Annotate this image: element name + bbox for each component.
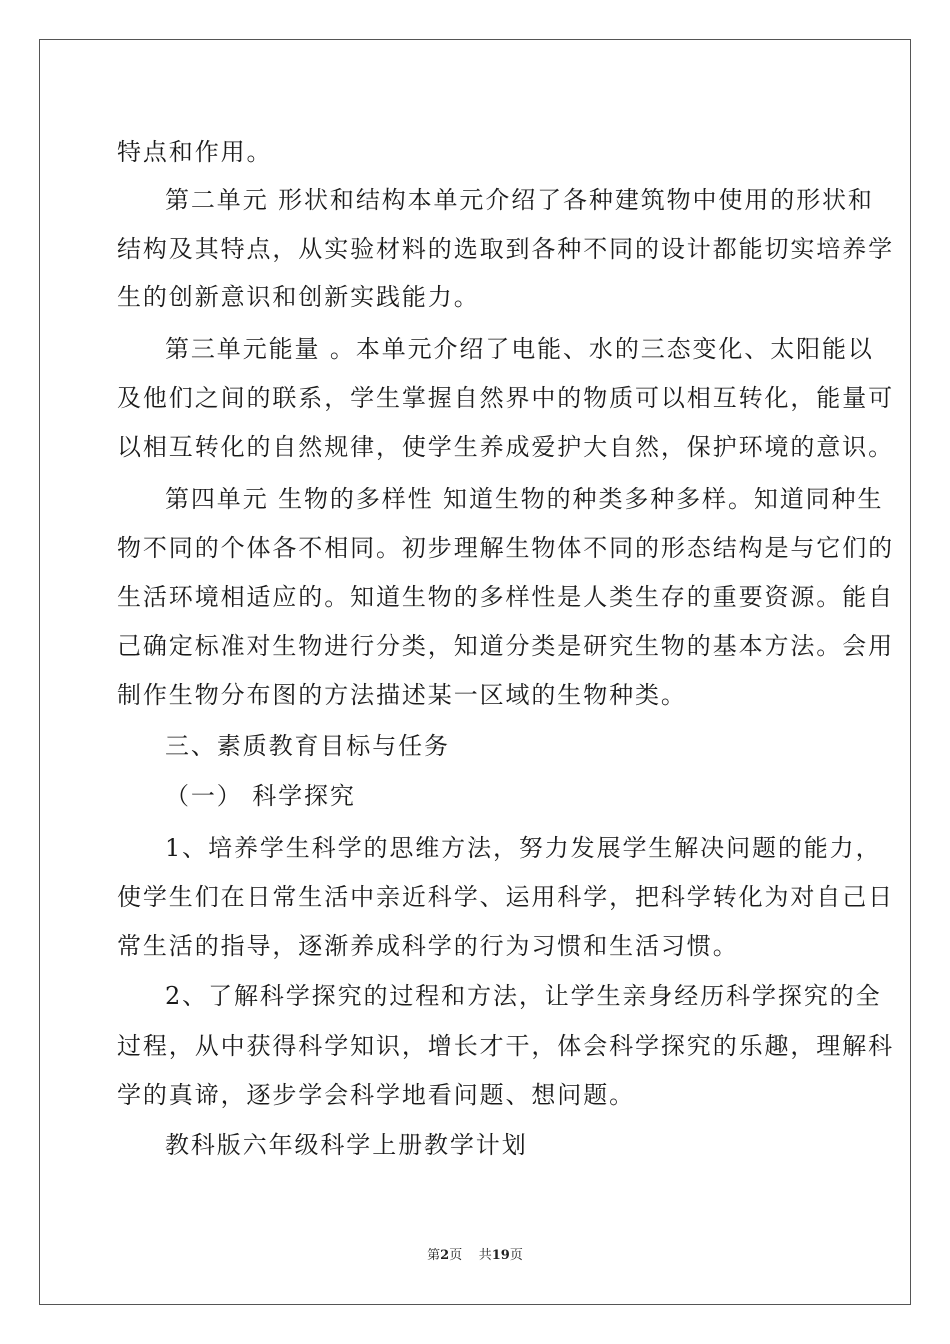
text-line: 特点和作用。 (117, 138, 273, 166)
page-number-prefix: 第 (427, 1248, 441, 1263)
text-line: 及他们之间的联系，学生掌握自然界中的物质可以相互转化，能量可 (117, 384, 894, 412)
text-line: 结构及其特点，从实验材料的选取到各种不同的设计都能切实培养学 (117, 235, 894, 263)
current-page: 2 (440, 1248, 450, 1263)
text-line: 使学生们在日常生活中亲近科学、运用科学，把科学转化为对自己日 (117, 883, 894, 911)
page-number (0, 1247, 950, 1265)
text-line: 以相互转化的自然规律，使学生养成爱护大自然，保护环境的意识。 (117, 433, 894, 461)
text-line: 第三单元能量 。本单元介绍了电能、水的三态变化、太阳能以 (165, 335, 874, 363)
text-line: 物不同的个体各不相同。初步理解生物体不同的形态结构是与它们的 (117, 534, 894, 562)
text-line: 制作生物分布图的方法描述某一区域的生物种类。 (117, 681, 687, 709)
section-heading: 三、素质教育目标与任务 (165, 732, 450, 760)
text-line: 常生活的指导，逐渐养成科学的行为习惯和生活习惯。 (117, 932, 739, 960)
text-line: 过程，从中获得科学知识，增长才干，体会科学探究的乐趣，理解科 (117, 1032, 894, 1060)
text-line: 第四单元 生物的多样性 知道生物的种类多种多样。知道同种生 (165, 485, 884, 513)
text-line: 生的创新意识和创新实践能力。 (117, 283, 480, 311)
text-line: 己确定标准对生物进行分类，知道分类是研究生物的基本方法。会用 (117, 632, 894, 660)
total-pages: 19 (491, 1248, 510, 1263)
subsection-heading: （一） 科学探究 (165, 782, 356, 810)
text-line: 2、了解科学探究的过程和方法，让学生亲身经历科学探究的全 (165, 982, 882, 1010)
page-number-suffix: 页 (509, 1248, 523, 1263)
page-border (39, 39, 911, 1305)
text-line: 生活环境相适应的。知道生物的多样性是人类生存的重要资源。能自 (117, 583, 894, 611)
text-line: 1、培养学生科学的思维方法，努力发展学生解决问题的能力， (165, 834, 882, 862)
page-number-mid: 页 共 (449, 1248, 492, 1263)
text-line: 学的真谛，逐步学会科学地看问题、想问题。 (117, 1081, 635, 1109)
document-title-line: 教科版六年级科学上册教学计划 (165, 1131, 528, 1159)
text-line: 第二单元 形状和结构本单元介绍了各种建筑物中使用的形状和 (165, 186, 874, 214)
